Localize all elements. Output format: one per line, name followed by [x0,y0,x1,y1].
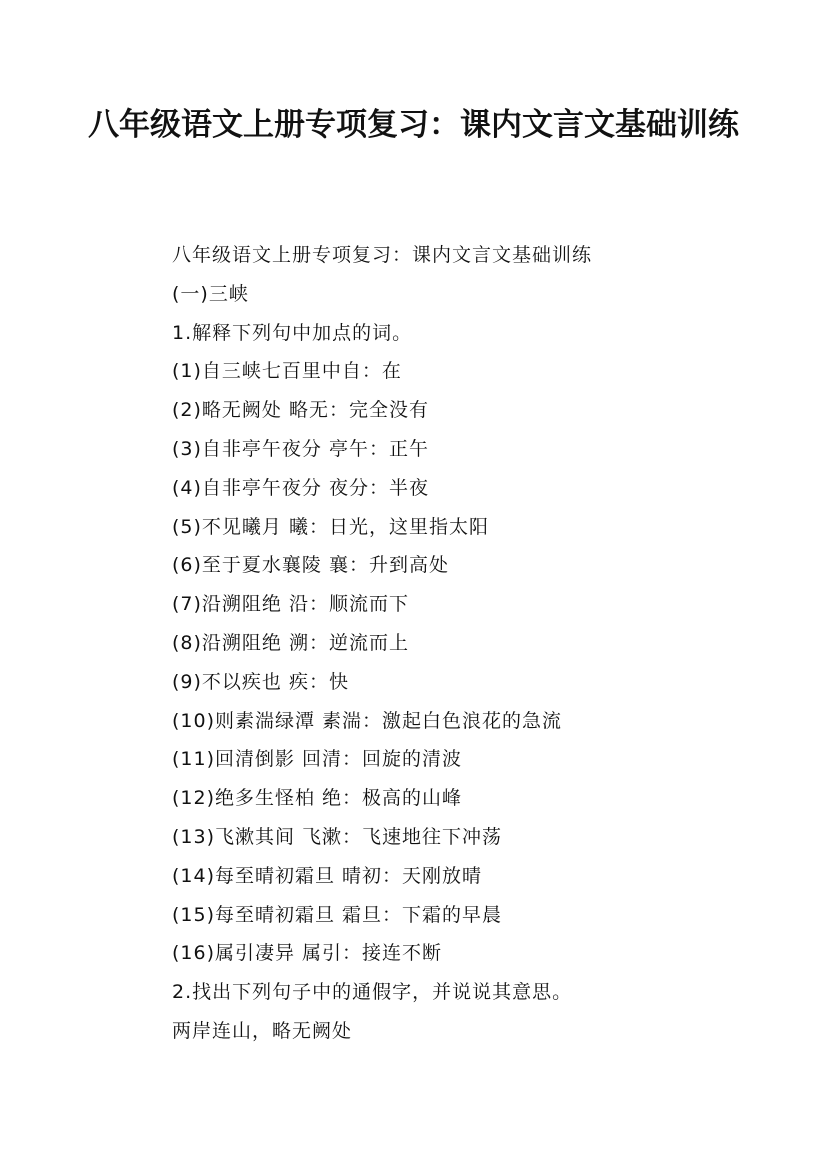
list-item: (10)则素湍绿潭 素湍：激起白色浪花的急流 [172,709,563,732]
list-item: (11)回清倒影 回清：回旋的清波 [172,748,463,771]
question-heading: 1.解释下列句中加点的词。 [172,321,413,344]
list-item: (4)自非亭午夜分 夜分：半夜 [172,476,429,499]
list-item: (7)沿溯阻绝 沿：顺流而下 [172,593,409,616]
document-body [172,236,772,1051]
list-item: (5)不见曦月 曦：日光，这里指太阳 [172,515,489,538]
list-item: (3)自非亭午夜分 亭午：正午 [172,437,429,460]
list-item: (2)略无阙处 略无：完全没有 [172,399,429,422]
list-item: (12)绝多生怪柏 绝：极高的山峰 [172,787,463,810]
list-item: (16)属引凄异 属引：接连不断 [172,942,443,965]
list-item: (8)沿溯阻绝 溯：逆流而上 [172,631,409,654]
list-item: (14)每至晴初霜旦 晴初：天刚放晴 [172,864,483,887]
section-heading: (一)三峡 [172,282,249,305]
list-item: (6)至于夏水襄陵 襄：升到高处 [172,554,449,577]
list-item: (15)每至晴初霜旦 霜旦：下霜的早晨 [172,903,503,926]
paragraph-line: 两岸连山，略无阙处 [172,1019,353,1042]
document-title: 八年级语文上册专项复习：课内文言文基础训练 [88,107,739,143]
list-item: (13)飞漱其间 飞漱：飞速地往下冲荡 [172,825,503,848]
question-heading: 2.找出下列句子中的通假字，并说说其意思。 [172,981,573,1004]
list-item: (9)不以疾也 疾：快 [172,670,349,693]
list-item: (1)自三峡七百里中自：在 [172,360,402,383]
paragraph-line: 八年级语文上册专项复习：课内文言文基础训练 [172,244,593,266]
